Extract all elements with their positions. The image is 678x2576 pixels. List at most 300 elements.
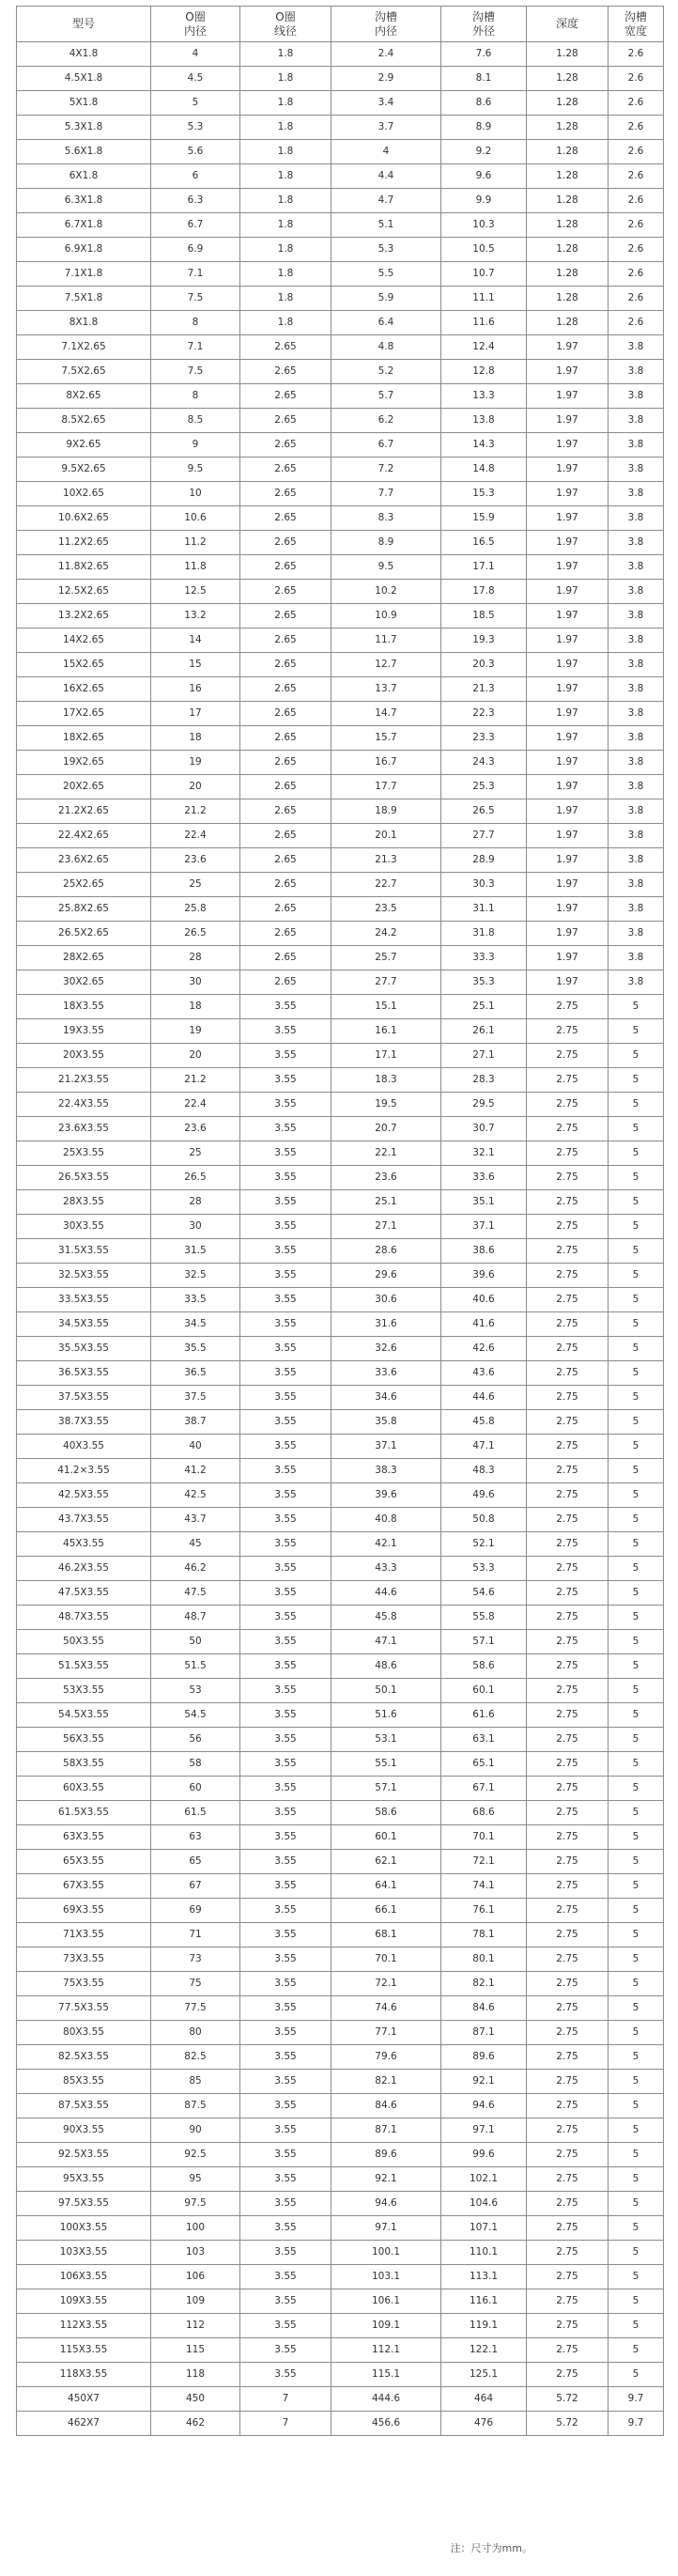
cell-model: 23.6X3.55 [17, 1117, 151, 1141]
cell-oring-cross-section: 3.55 [240, 2289, 331, 2314]
cell-depth: 1.97 [527, 482, 609, 506]
table-row [17, 1337, 664, 1361]
cell-oring-cross-section: 2.65 [240, 360, 331, 384]
table-row [17, 824, 664, 848]
table-row [17, 1923, 664, 1948]
cell-groove-width: 3.8 [609, 775, 664, 799]
table-row [17, 1239, 664, 1264]
cell-groove-width: 5 [609, 1777, 664, 1801]
table-row [17, 1557, 664, 1581]
cell-depth: 2.75 [527, 1386, 609, 1410]
table-row [17, 1166, 664, 1190]
cell-model: 85X3.55 [17, 2070, 151, 2094]
cell-groove-width: 2.6 [609, 262, 664, 287]
cell-depth: 1.97 [527, 775, 609, 799]
cell-oring-cross-section: 3.55 [240, 1312, 331, 1337]
cell-depth: 2.75 [527, 1483, 609, 1508]
cell-groove-inner-diameter: 5.2 [331, 360, 441, 384]
cell-groove-inner-diameter: 456.6 [331, 2412, 441, 2436]
cell-groove-width: 5 [609, 1899, 664, 1923]
cell-groove-inner-diameter: 444.6 [331, 2387, 441, 2412]
cell-depth: 2.75 [527, 1703, 609, 1728]
cell-oring-cross-section: 3.55 [240, 1068, 331, 1093]
header-row [17, 7, 664, 42]
cell-oring-cross-section: 3.55 [240, 2265, 331, 2289]
cell-groove-inner-diameter: 109.1 [331, 2314, 441, 2338]
cell-groove-outer-diameter: 54.6 [441, 1581, 527, 1606]
cell-groove-outer-diameter: 33.3 [441, 946, 527, 970]
cell-groove-outer-diameter: 50.8 [441, 1508, 527, 1532]
cell-groove-outer-diameter: 107.1 [441, 2216, 527, 2241]
cell-model: 18X2.65 [17, 726, 151, 751]
cell-groove-width: 5 [609, 2167, 664, 2192]
cell-groove-inner-diameter: 5.3 [331, 238, 441, 262]
cell-oring-cross-section: 3.55 [240, 1459, 331, 1483]
cell-groove-inner-diameter: 42.1 [331, 1532, 441, 1557]
cell-oring-inner-diameter: 45 [151, 1532, 240, 1557]
cell-oring-inner-diameter: 80 [151, 2021, 240, 2045]
cell-depth: 1.97 [527, 726, 609, 751]
cell-depth: 1.97 [527, 873, 609, 897]
cell-oring-cross-section: 1.8 [240, 287, 331, 311]
cell-depth: 2.75 [527, 1435, 609, 1459]
cell-groove-width: 3.8 [609, 458, 664, 482]
cell-oring-cross-section: 2.65 [240, 873, 331, 897]
cell-oring-cross-section: 2.65 [240, 335, 331, 360]
cell-oring-inner-diameter: 28 [151, 946, 240, 970]
cell-groove-width: 5 [609, 2118, 664, 2143]
cell-groove-inner-diameter: 50.1 [331, 1679, 441, 1703]
cell-groove-inner-diameter: 82.1 [331, 2070, 441, 2094]
cell-model: 31.5X3.55 [17, 1239, 151, 1264]
cell-oring-cross-section: 3.55 [240, 1557, 331, 1581]
cell-groove-inner-diameter: 84.6 [331, 2094, 441, 2118]
cell-oring-inner-diameter: 7.1 [151, 335, 240, 360]
cell-oring-inner-diameter: 56 [151, 1728, 240, 1752]
cell-groove-width: 3.8 [609, 726, 664, 751]
cell-oring-inner-diameter: 48.7 [151, 1606, 240, 1630]
cell-depth: 2.75 [527, 1606, 609, 1630]
cell-oring-cross-section: 3.55 [240, 1581, 331, 1606]
cell-depth: 1.97 [527, 580, 609, 604]
header-depth: 深度 [527, 7, 609, 42]
cell-model: 6X1.8 [17, 164, 151, 189]
table-row [17, 946, 664, 970]
cell-groove-inner-diameter: 25.1 [331, 1190, 441, 1215]
cell-groove-inner-diameter: 2.9 [331, 67, 441, 91]
cell-model: 14X2.65 [17, 628, 151, 653]
cell-groove-inner-diameter: 70.1 [331, 1948, 441, 1972]
cell-oring-inner-diameter: 8 [151, 384, 240, 409]
cell-oring-inner-diameter: 65 [151, 1850, 240, 1874]
cell-groove-width: 3.8 [609, 360, 664, 384]
cell-oring-inner-diameter: 53 [151, 1679, 240, 1703]
cell-depth: 1.97 [527, 555, 609, 580]
cell-oring-cross-section: 1.8 [240, 116, 331, 140]
table-row [17, 1288, 664, 1312]
cell-depth: 2.75 [527, 1410, 609, 1435]
table-row [17, 1117, 664, 1141]
cell-depth: 1.97 [527, 799, 609, 824]
table-row [17, 1703, 664, 1728]
cell-oring-cross-section: 2.65 [240, 848, 331, 873]
cell-groove-width: 5 [609, 1019, 664, 1044]
table-row [17, 433, 664, 458]
table-row [17, 1899, 664, 1923]
table-row [17, 67, 664, 91]
cell-depth: 2.75 [527, 1557, 609, 1581]
cell-oring-inner-diameter: 5.3 [151, 116, 240, 140]
cell-oring-inner-diameter: 20 [151, 775, 240, 799]
cell-groove-width: 2.6 [609, 116, 664, 140]
table-row [17, 653, 664, 677]
header-oring-inner-diameter: O圈 内径 [151, 7, 240, 42]
table-row [17, 458, 664, 482]
cell-groove-inner-diameter: 34.6 [331, 1386, 441, 1410]
cell-groove-outer-diameter: 17.1 [441, 555, 527, 580]
table-header [17, 7, 664, 42]
table-row [17, 873, 664, 897]
cell-groove-inner-diameter: 44.6 [331, 1581, 441, 1606]
cell-oring-inner-diameter: 37.5 [151, 1386, 240, 1410]
table-row [17, 531, 664, 555]
cell-oring-inner-diameter: 77.5 [151, 1996, 240, 2021]
cell-oring-cross-section: 3.55 [240, 1337, 331, 1361]
cell-groove-width: 5 [609, 1068, 664, 1093]
cell-groove-inner-diameter: 115.1 [331, 2363, 441, 2387]
cell-oring-cross-section: 3.55 [240, 1361, 331, 1386]
cell-groove-inner-diameter: 4 [331, 140, 441, 164]
cell-model: 23.6X2.65 [17, 848, 151, 873]
cell-model: 8X1.8 [17, 311, 151, 335]
cell-oring-cross-section: 3.55 [240, 1923, 331, 1948]
cell-groove-outer-diameter: 97.1 [441, 2118, 527, 2143]
cell-groove-outer-diameter: 37.1 [441, 1215, 527, 1239]
cell-model: 20X3.55 [17, 1044, 151, 1068]
cell-oring-cross-section: 2.65 [240, 458, 331, 482]
cell-model: 38.7X3.55 [17, 1410, 151, 1435]
cell-groove-width: 5 [609, 1581, 664, 1606]
table-row [17, 1141, 664, 1166]
cell-depth: 2.75 [527, 1923, 609, 1948]
cell-oring-inner-diameter: 36.5 [151, 1361, 240, 1386]
cell-groove-width: 3.8 [609, 824, 664, 848]
cell-groove-inner-diameter: 15.1 [331, 995, 441, 1019]
cell-groove-width: 3.8 [609, 384, 664, 409]
cell-oring-inner-diameter: 5 [151, 91, 240, 116]
cell-oring-cross-section: 3.55 [240, 2338, 331, 2363]
cell-depth: 2.75 [527, 1215, 609, 1239]
cell-groove-width: 5 [609, 1874, 664, 1899]
cell-oring-inner-diameter: 22.4 [151, 824, 240, 848]
cell-groove-outer-diameter: 26.5 [441, 799, 527, 824]
cell-depth: 2.75 [527, 2021, 609, 2045]
table-row [17, 1972, 664, 1996]
cell-groove-outer-diameter: 99.6 [441, 2143, 527, 2167]
cell-depth: 2.75 [527, 2338, 609, 2363]
cell-oring-cross-section: 3.55 [240, 1117, 331, 1141]
cell-oring-cross-section: 3.55 [240, 1410, 331, 1435]
cell-depth: 2.75 [527, 2094, 609, 2118]
table-row [17, 580, 664, 604]
cell-groove-outer-diameter: 49.6 [441, 1483, 527, 1508]
cell-groove-inner-diameter: 40.8 [331, 1508, 441, 1532]
cell-groove-inner-diameter: 27.1 [331, 1215, 441, 1239]
cell-depth: 2.75 [527, 1337, 609, 1361]
cell-oring-cross-section: 1.8 [240, 91, 331, 116]
cell-oring-cross-section: 3.55 [240, 2070, 331, 2094]
cell-groove-inner-diameter: 112.1 [331, 2338, 441, 2363]
cell-model: 45X3.55 [17, 1532, 151, 1557]
cell-model: 20X2.65 [17, 775, 151, 799]
cell-depth: 2.75 [527, 1117, 609, 1141]
cell-oring-inner-diameter: 17 [151, 702, 240, 726]
cell-oring-inner-diameter: 10 [151, 482, 240, 506]
cell-oring-inner-diameter: 63 [151, 1825, 240, 1850]
table-row [17, 1508, 664, 1532]
table-row [17, 1264, 664, 1288]
cell-groove-inner-diameter: 89.6 [331, 2143, 441, 2167]
cell-groove-outer-diameter: 27.7 [441, 824, 527, 848]
cell-model: 92.5X3.55 [17, 2143, 151, 2167]
cell-groove-inner-diameter: 15.7 [331, 726, 441, 751]
cell-oring-cross-section: 3.55 [240, 1996, 331, 2021]
cell-model: 13.2X2.65 [17, 604, 151, 628]
header-groove-inner-diameter: 沟槽 内径 [331, 7, 441, 42]
cell-oring-cross-section: 3.55 [240, 1093, 331, 1117]
cell-depth: 2.75 [527, 1532, 609, 1557]
table-row [17, 384, 664, 409]
cell-oring-inner-diameter: 21.2 [151, 1068, 240, 1093]
table-row [17, 1068, 664, 1093]
cell-depth: 1.28 [527, 164, 609, 189]
cell-oring-inner-diameter: 95 [151, 2167, 240, 2192]
table-row [17, 2021, 664, 2045]
table-row [17, 1850, 664, 1874]
cell-groove-outer-diameter: 8.6 [441, 91, 527, 116]
cell-groove-outer-diameter: 58.6 [441, 1654, 527, 1679]
table-row [17, 1312, 664, 1337]
cell-depth: 1.28 [527, 213, 609, 238]
cell-depth: 2.75 [527, 1752, 609, 1777]
cell-groove-outer-diameter: 70.1 [441, 1825, 527, 1850]
cell-oring-inner-diameter: 61.5 [151, 1801, 240, 1825]
cell-depth: 2.75 [527, 2216, 609, 2241]
cell-oring-cross-section: 2.65 [240, 482, 331, 506]
cell-groove-outer-diameter: 76.1 [441, 1899, 527, 1923]
cell-groove-width: 2.6 [609, 42, 664, 67]
cell-groove-width: 5 [609, 1435, 664, 1459]
table-row [17, 799, 664, 824]
cell-oring-cross-section: 3.55 [240, 1679, 331, 1703]
cell-groove-inner-diameter: 33.6 [331, 1361, 441, 1386]
cell-groove-width: 5 [609, 1483, 664, 1508]
cell-groove-outer-diameter: 24.3 [441, 751, 527, 775]
cell-oring-inner-diameter: 69 [151, 1899, 240, 1923]
cell-groove-inner-diameter: 87.1 [331, 2118, 441, 2143]
cell-groove-inner-diameter: 28.6 [331, 1239, 441, 1264]
cell-model: 90X3.55 [17, 2118, 151, 2143]
table-row [17, 1801, 664, 1825]
table-row [17, 2265, 664, 2289]
cell-model: 60X3.55 [17, 1777, 151, 1801]
table-row [17, 2143, 664, 2167]
table-row [17, 2192, 664, 2216]
cell-groove-outer-diameter: 14.3 [441, 433, 527, 458]
cell-oring-inner-diameter: 16 [151, 677, 240, 702]
cell-depth: 5.72 [527, 2387, 609, 2412]
table-row [17, 2118, 664, 2143]
cell-groove-outer-diameter: 38.6 [441, 1239, 527, 1264]
cell-groove-width: 5 [609, 1850, 664, 1874]
o-ring-spec-table [16, 6, 664, 2436]
cell-groove-inner-diameter: 2.4 [331, 42, 441, 67]
cell-groove-inner-diameter: 57.1 [331, 1777, 441, 1801]
table-row [17, 775, 664, 799]
cell-depth: 1.28 [527, 116, 609, 140]
cell-groove-outer-diameter: 65.1 [441, 1752, 527, 1777]
table-body [17, 42, 664, 2436]
cell-depth: 1.28 [527, 238, 609, 262]
cell-model: 77.5X3.55 [17, 1996, 151, 2021]
table-row [17, 2167, 664, 2192]
cell-groove-outer-diameter: 33.6 [441, 1166, 527, 1190]
cell-oring-cross-section: 3.55 [240, 1215, 331, 1239]
cell-oring-inner-diameter: 25.8 [151, 897, 240, 922]
cell-groove-outer-diameter: 89.6 [441, 2045, 527, 2070]
cell-groove-width: 5 [609, 1044, 664, 1068]
cell-oring-cross-section: 1.8 [240, 213, 331, 238]
cell-groove-inner-diameter: 103.1 [331, 2265, 441, 2289]
cell-groove-inner-diameter: 19.5 [331, 1093, 441, 1117]
cell-groove-outer-diameter: 17.8 [441, 580, 527, 604]
cell-oring-inner-diameter: 30 [151, 970, 240, 995]
cell-oring-cross-section: 2.65 [240, 922, 331, 946]
cell-oring-inner-diameter: 11.8 [151, 555, 240, 580]
cell-model: 21.2X3.55 [17, 1068, 151, 1093]
cell-groove-outer-diameter: 16.5 [441, 531, 527, 555]
cell-oring-inner-diameter: 28 [151, 1190, 240, 1215]
cell-oring-inner-diameter: 47.5 [151, 1581, 240, 1606]
cell-groove-width: 9.7 [609, 2412, 664, 2436]
cell-depth: 2.75 [527, 995, 609, 1019]
cell-depth: 2.75 [527, 1777, 609, 1801]
cell-groove-outer-diameter: 20.3 [441, 653, 527, 677]
cell-oring-inner-diameter: 7.5 [151, 360, 240, 384]
table-row [17, 140, 664, 164]
table-row [17, 1679, 664, 1703]
cell-groove-width: 5 [609, 2363, 664, 2387]
cell-groove-inner-diameter: 10.2 [331, 580, 441, 604]
cell-groove-outer-diameter: 11.1 [441, 287, 527, 311]
cell-oring-inner-diameter: 18 [151, 726, 240, 751]
cell-depth: 2.75 [527, 1825, 609, 1850]
cell-groove-outer-diameter: 41.6 [441, 1312, 527, 1337]
cell-model: 42.5X3.55 [17, 1483, 151, 1508]
table-row [17, 189, 664, 213]
cell-oring-inner-diameter: 58 [151, 1752, 240, 1777]
cell-model: 65X3.55 [17, 1850, 151, 1874]
cell-groove-outer-diameter: 27.1 [441, 1044, 527, 1068]
cell-oring-inner-diameter: 9 [151, 433, 240, 458]
cell-depth: 1.97 [527, 384, 609, 409]
table-row [17, 2412, 664, 2436]
cell-oring-cross-section: 3.55 [240, 1019, 331, 1044]
cell-groove-width: 5 [609, 2070, 664, 2094]
cell-groove-width: 3.8 [609, 970, 664, 995]
cell-groove-outer-diameter: 12.8 [441, 360, 527, 384]
cell-groove-outer-diameter: 8.1 [441, 67, 527, 91]
table-row [17, 2045, 664, 2070]
cell-model: 450X7 [17, 2387, 151, 2412]
cell-model: 22.4X2.65 [17, 824, 151, 848]
cell-depth: 2.75 [527, 1630, 609, 1654]
cell-groove-outer-diameter: 7.6 [441, 42, 527, 67]
cell-model: 6.3X1.8 [17, 189, 151, 213]
cell-model: 37.5X3.55 [17, 1386, 151, 1410]
cell-depth: 2.75 [527, 1361, 609, 1386]
cell-model: 82.5X3.55 [17, 2045, 151, 2070]
cell-model: 53X3.55 [17, 1679, 151, 1703]
table-row [17, 287, 664, 311]
cell-model: 30X2.65 [17, 970, 151, 995]
cell-groove-inner-diameter: 106.1 [331, 2289, 441, 2314]
cell-model: 35.5X3.55 [17, 1337, 151, 1361]
table-row [17, 1361, 664, 1386]
cell-oring-cross-section: 3.55 [240, 1948, 331, 1972]
cell-groove-inner-diameter: 24.2 [331, 922, 441, 946]
cell-oring-inner-diameter: 25 [151, 1141, 240, 1166]
cell-groove-width: 2.6 [609, 238, 664, 262]
cell-depth: 1.97 [527, 702, 609, 726]
table-row [17, 1019, 664, 1044]
cell-depth: 2.75 [527, 1288, 609, 1312]
table-row [17, 1630, 664, 1654]
cell-groove-inner-diameter: 55.1 [331, 1752, 441, 1777]
cell-groove-outer-diameter: 67.1 [441, 1777, 527, 1801]
cell-oring-inner-diameter: 7.1 [151, 262, 240, 287]
cell-groove-inner-diameter: 97.1 [331, 2216, 441, 2241]
cell-groove-width: 3.8 [609, 531, 664, 555]
cell-oring-inner-diameter: 6.7 [151, 213, 240, 238]
cell-oring-cross-section: 1.8 [240, 67, 331, 91]
cell-groove-outer-diameter: 57.1 [441, 1630, 527, 1654]
cell-depth: 1.97 [527, 677, 609, 702]
cell-groove-outer-diameter: 122.1 [441, 2338, 527, 2363]
cell-groove-inner-diameter: 27.7 [331, 970, 441, 995]
cell-groove-outer-diameter: 44.6 [441, 1386, 527, 1410]
cell-depth: 2.75 [527, 1996, 609, 2021]
cell-depth: 1.28 [527, 189, 609, 213]
cell-oring-inner-diameter: 34.5 [151, 1312, 240, 1337]
cell-oring-inner-diameter: 26.5 [151, 1166, 240, 1190]
cell-groove-outer-diameter: 476 [441, 2412, 527, 2436]
cell-model: 80X3.55 [17, 2021, 151, 2045]
cell-model: 32.5X3.55 [17, 1264, 151, 1288]
cell-oring-cross-section: 2.65 [240, 726, 331, 751]
cell-oring-cross-section: 2.65 [240, 946, 331, 970]
table-row [17, 604, 664, 628]
cell-groove-inner-diameter: 22.7 [331, 873, 441, 897]
cell-oring-inner-diameter: 7.5 [151, 287, 240, 311]
cell-groove-outer-diameter: 68.6 [441, 1801, 527, 1825]
cell-groove-outer-diameter: 10.7 [441, 262, 527, 287]
cell-depth: 2.75 [527, 1068, 609, 1093]
cell-oring-inner-diameter: 115 [151, 2338, 240, 2363]
cell-depth: 1.97 [527, 409, 609, 433]
cell-groove-inner-diameter: 37.1 [331, 1435, 441, 1459]
cell-oring-cross-section: 3.55 [240, 1483, 331, 1508]
